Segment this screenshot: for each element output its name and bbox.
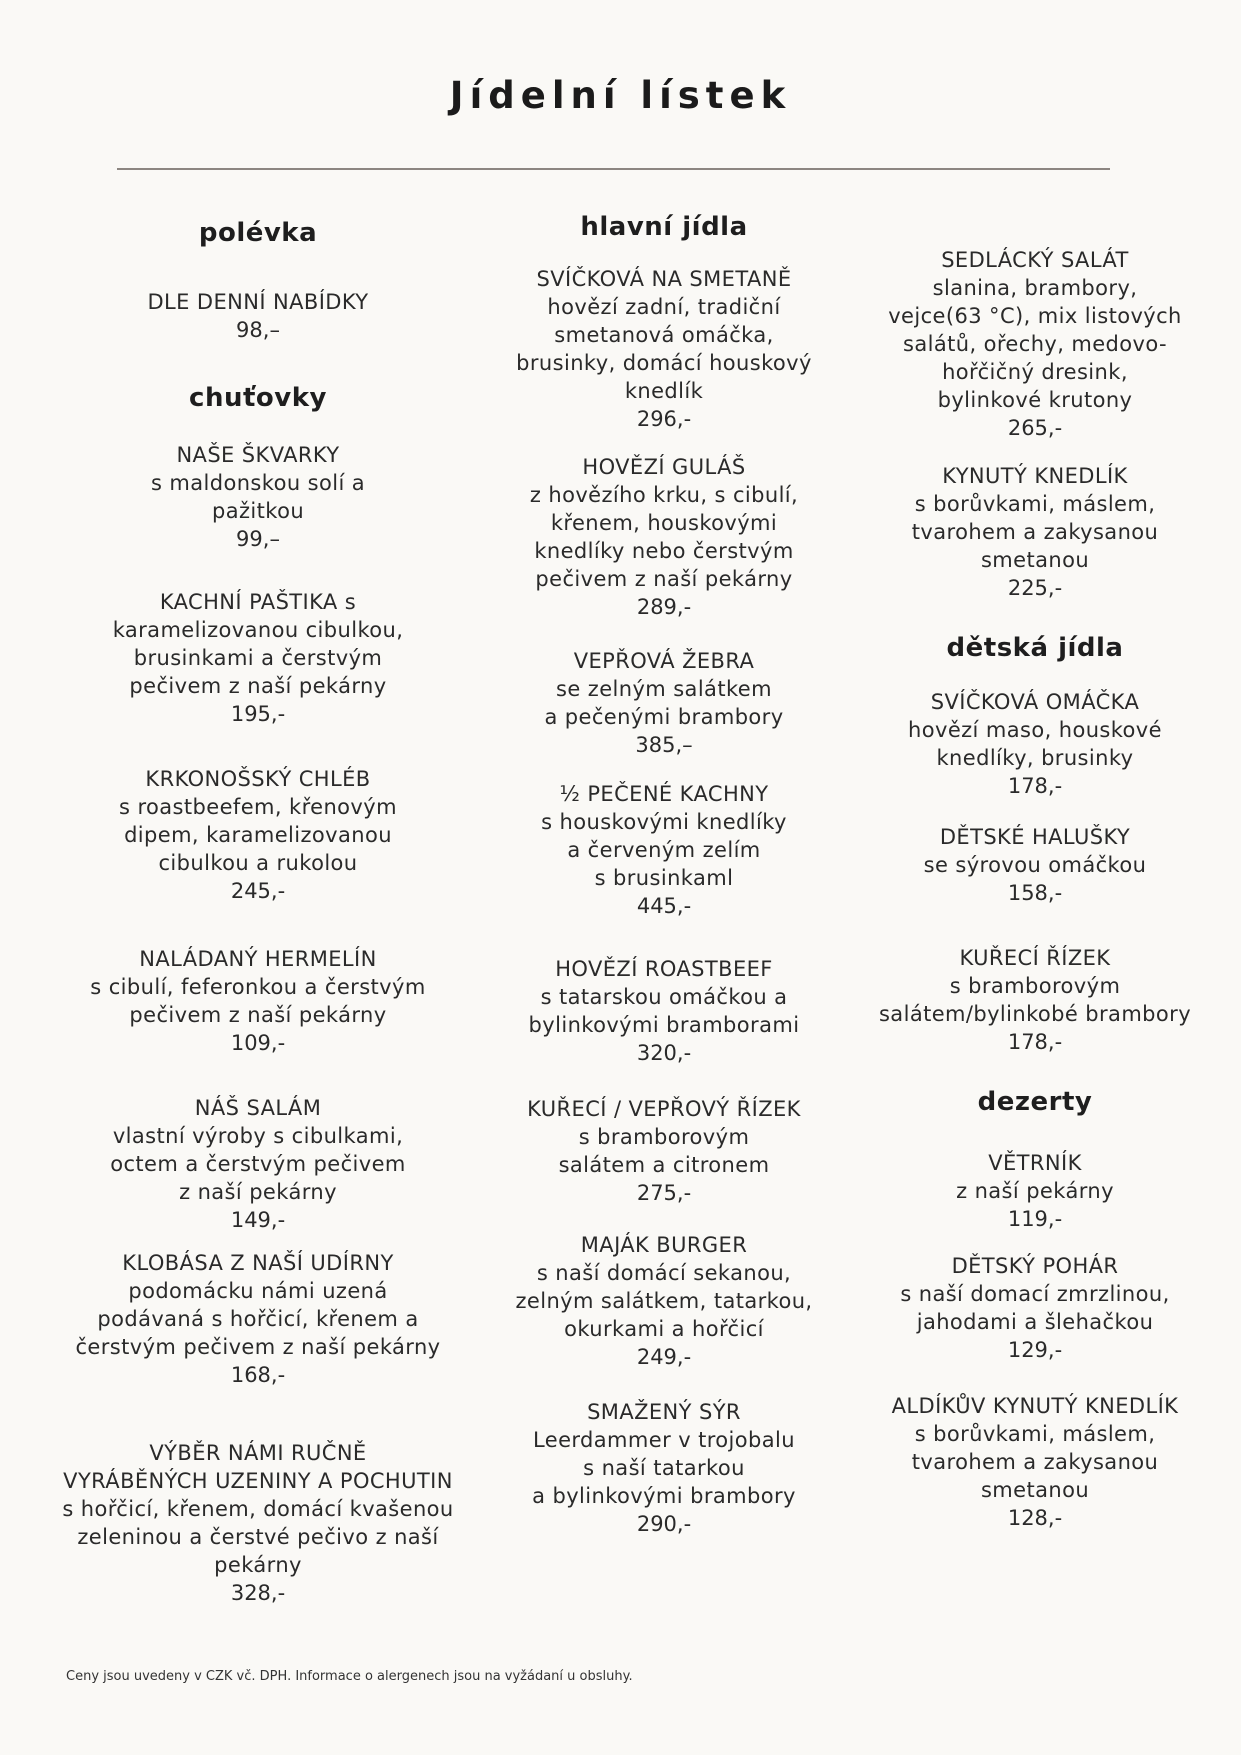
item-description: s naší domací zmrzlinou, jahodami a šlehačkou (900, 1282, 1170, 1334)
item-name: KYNUTÝ KNEDLÍK (942, 464, 1128, 488)
item-price: 225,- (1007, 576, 1063, 600)
title-divider (117, 168, 1110, 170)
item-price: 275,- (636, 1181, 692, 1205)
item-name: VEPŘOVÁ ŽEBRA (573, 649, 755, 673)
section-heading-detska: dětská jídla (946, 633, 1124, 663)
item-description: s roastbeefem, křenovým dipem, karamelizovanou cibulkou a rukolou (119, 795, 397, 875)
item-name: KLOBÁSA Z NAŠÍ UDÍRNY (122, 1251, 394, 1275)
item-name: NALÁDANÝ HERMELÍN (139, 947, 377, 971)
item-price: 178,- (1007, 774, 1063, 798)
menu-item (88, 441, 428, 553)
menu-item (865, 462, 1205, 602)
item-price: 178,- (1007, 1030, 1063, 1054)
item-price: 195,- (230, 702, 286, 726)
item-price: 296,- (636, 407, 692, 431)
item-price: 119,- (1007, 1207, 1063, 1231)
item-name: SVÍČKOVÁ NA SMETANĚ (536, 267, 792, 291)
section-heading-polevka: polévka (198, 218, 318, 248)
item-name: KUŘECÍ / VEPŘOVÝ ŘÍZEK (527, 1097, 801, 1121)
item-price: 129,- (1007, 1338, 1063, 1362)
section-heading-chutovky: chuťovky (189, 383, 327, 413)
item-description: s hořčicí, křenem, domácí kvašenou zeleninou a čerstvé pečivo z naší pekárny (62, 1497, 454, 1577)
item-description: s tatarskou omáčkou a bylinkovými bramborami (528, 985, 800, 1037)
item-price: 99,– (236, 527, 280, 551)
item-name: NAŠE ŠKVARKY (176, 443, 340, 467)
item-description: vlastní výroby s cibulkami, octem a čerstvým pečivem z naší pekárny (110, 1124, 406, 1204)
menu-item (865, 688, 1205, 800)
item-name: DĚTSKÝ POHÁR (951, 1254, 1119, 1278)
item-name: SMAŽENÝ SÝR (587, 1400, 741, 1424)
item-price: 128,- (1007, 1506, 1063, 1530)
menu-item (865, 1252, 1205, 1364)
item-description: se sýrovou omáčkou (923, 853, 1147, 877)
item-description: s bramborovým salátem a citronem (558, 1125, 770, 1177)
page-title: Jídelní lístek (449, 74, 792, 117)
item-price: 98,– (236, 318, 280, 342)
item-price: 168,- (230, 1363, 286, 1387)
menu-item (494, 780, 834, 920)
menu-item (494, 1398, 834, 1538)
item-name: KRKONOŠSKÝ CHLÉB (145, 767, 371, 791)
item-price: 109,- (230, 1031, 286, 1055)
item-name: KUŘECÍ ŘÍZEK (959, 946, 1111, 970)
menu-item (865, 246, 1205, 442)
item-name: SEDLÁCKÝ SALÁT (941, 248, 1129, 272)
menu-item (494, 955, 834, 1067)
item-name: HOVĚZÍ GULÁŠ (582, 455, 746, 479)
menu-item (865, 1392, 1205, 1532)
item-price: 149,- (230, 1208, 286, 1232)
menu-item (88, 1094, 428, 1234)
item-name: ½ PEČENÉ KACHNY (559, 782, 769, 806)
item-description: z hovězího krku, s cibulí, křenem, houskovými knedlíky nebo čerstvým pečivem z naší pekárny (529, 483, 799, 591)
menu-item (68, 945, 448, 1057)
item-description: s borůvkami, máslem, tvarohem a zakysanou smetanou (911, 492, 1159, 572)
menu-item (88, 588, 428, 728)
footer-note: Ceny jsou uvedeny v CZK vč. DPH. Informace o alergenech jsou na vyžádaní u obsluhy. (66, 1669, 633, 1684)
item-price: 265,- (1007, 416, 1063, 440)
menu-item (58, 1249, 458, 1389)
item-description: z naší pekárny (956, 1179, 1114, 1203)
item-name: MAJÁK BURGER (580, 1233, 748, 1257)
item-name: KACHNÍ PAŠTIKA s (159, 590, 357, 614)
menu-item (494, 265, 834, 433)
item-name: VĚTRNÍK (988, 1151, 1082, 1175)
item-description: s naší domácí sekanou, zelným salátkem, tatarkou, okurkami a hořčicí (515, 1261, 813, 1341)
item-description: karamelizovanou cibulkou, brusinkami a čerstvým pečivem z naší pekárny (112, 618, 404, 698)
menu-item (494, 1095, 834, 1207)
item-description: s houskovými knedlíky a červeným zelím s brusinkaml (541, 810, 787, 890)
item-name: SVÍČKOVÁ OMÁČKA (930, 690, 1140, 714)
menu-item (865, 823, 1205, 907)
item-description: se zelným salátkem a pečenými brambory (544, 677, 784, 729)
item-price: 320,- (636, 1041, 692, 1065)
menu-item (865, 1149, 1205, 1233)
item-description: hovězí zadní, tradiční smetanová omáčka, brusinky, domácí houskový knedlík (516, 295, 812, 403)
menu-item (494, 453, 834, 621)
menu-item (88, 765, 428, 905)
item-price: 158,- (1007, 881, 1063, 905)
item-description: hovězí maso, houskové knedlíky, brusinky (908, 718, 1162, 770)
item-name: DĚTSKÉ HALUŠKY (939, 825, 1131, 849)
item-price: 290,- (636, 1512, 692, 1536)
item-name: HOVĚZÍ ROASTBEEF (555, 957, 773, 981)
menu-item (48, 1439, 468, 1607)
item-name: VÝBĚR NÁMI RUČNĚ VYRÁBĚNÝCH UZENINY A POCHUTIN (63, 1441, 453, 1493)
item-price: 245,- (230, 879, 286, 903)
item-description: podomácku námi uzená podávaná s hořčicí, křenem a čerstvým pečivem z naší pekárny (75, 1279, 441, 1359)
item-price: 328,- (230, 1581, 286, 1605)
item-price: 385,– (635, 733, 693, 757)
menu-item (494, 1231, 834, 1371)
item-price: 289,- (636, 595, 692, 619)
item-description: s cibulí, feferonkou a čerstvým pečivem z naší pekárny (90, 975, 426, 1027)
section-heading-hlavni: hlavní jídla (580, 212, 748, 242)
menu-item (494, 647, 834, 759)
item-description: Leerdammer v trojobalu s naší tatarkou a bylinkovými brambory (532, 1428, 796, 1508)
item-price: 249,- (636, 1345, 692, 1369)
menu-item (855, 944, 1215, 1056)
item-description: s bramborovým salátem/bylinkobé brambory (878, 974, 1192, 1026)
item-name: DLE DENNÍ NABÍDKY (147, 290, 369, 314)
item-price: 445,- (636, 894, 692, 918)
section-heading-dezerty: dezerty (977, 1087, 1093, 1117)
menu-item (88, 288, 428, 344)
item-description: slanina, brambory, vejce(63 °C), mix listových salátů, ořechy, medovo- hořčičný dresink, bylinkové krutony (888, 276, 1182, 412)
item-description: s borůvkami, máslem, tvarohem a zakysanou smetanou (911, 1422, 1159, 1502)
item-description: s maldonskou solí a pažitkou (150, 471, 366, 523)
item-name: ALDÍKŮV KYNUTÝ KNEDLÍK (891, 1394, 1179, 1418)
item-name: NÁŠ SALÁM (194, 1096, 322, 1120)
